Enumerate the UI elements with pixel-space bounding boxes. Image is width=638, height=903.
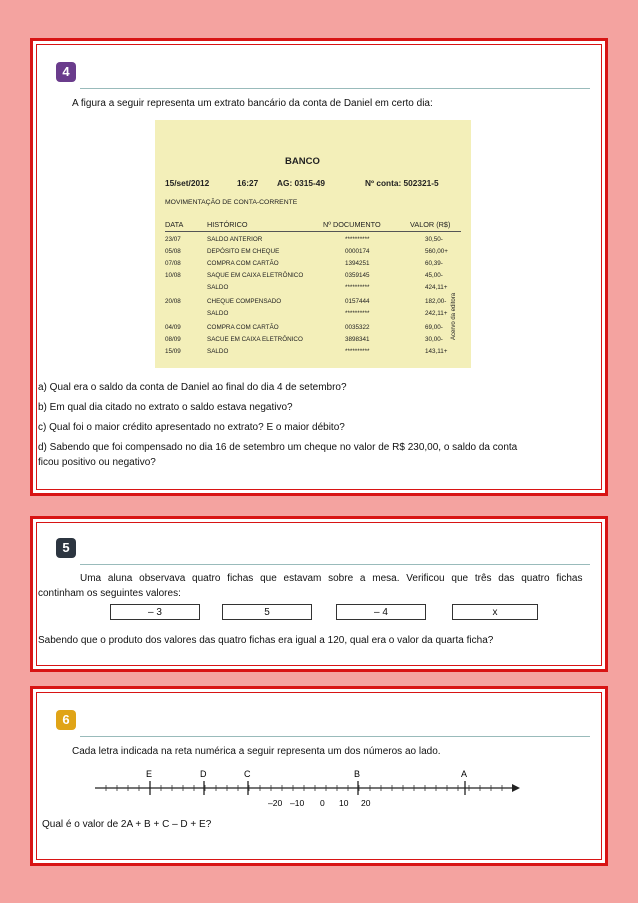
row-history: SALDO ANTERIOR <box>207 236 263 243</box>
row-value: 45,00- <box>425 272 443 279</box>
letter-b: B <box>354 769 361 779</box>
letter-e: E <box>146 769 153 779</box>
row-date: 20/08 <box>165 298 181 305</box>
question-6-rule <box>80 736 590 737</box>
letter-c: C <box>244 769 251 779</box>
row-doc: ********** <box>345 310 370 317</box>
bank-date: 15/set/2012 <box>165 178 210 188</box>
row-date: 23/07 <box>165 236 181 243</box>
tick-label-minus20: –20 <box>268 798 283 808</box>
bank-image-credit: Acervo da editora <box>451 292 457 340</box>
tick-label-0: 0 <box>320 798 325 808</box>
letter-d: D <box>200 769 207 779</box>
row-value: 424,11+ <box>425 284 448 291</box>
row-value: 30,50- <box>425 236 443 243</box>
question-4d: d) Sabendo que foi compensado no dia 16 de setembro um cheque no valor de R$ 230,00, o saldo da conta <box>38 442 518 453</box>
question-6-question: Qual é o valor de 2A + B + C – D + E? <box>42 819 212 830</box>
bank-account: Nº conta: 502321-5 <box>365 178 439 188</box>
row-value: 182,00- <box>425 298 447 305</box>
bank-subtitle: MOVIMENTAÇÃO DE CONTA-CORRENTE <box>165 199 298 206</box>
row-doc: 0000174 <box>345 248 370 255</box>
question-4c: c) Qual foi o maior crédito apresentado no extrato? E o maior débito? <box>38 422 345 433</box>
row-date: 15/09 <box>165 348 181 355</box>
bank-header-value: VALOR (R$) <box>410 220 451 229</box>
question-5-line1: Uma aluna observava quatro fichas que estavam sobre a mesa. Verificou que três das quatro fichas <box>80 573 583 584</box>
row-doc: 0157444 <box>345 298 370 305</box>
ficha-3: – 4 <box>336 604 426 620</box>
row-date: 04/09 <box>165 324 181 331</box>
tick-label-10: 10 <box>339 798 349 808</box>
row-history: SALDO <box>207 284 229 291</box>
row-date: 05/08 <box>165 248 181 255</box>
question-4-badge: 4 <box>56 62 76 82</box>
row-date: 08/09 <box>165 336 181 343</box>
question-6-badge: 6 <box>56 710 76 730</box>
bank-time: 16:27 <box>237 178 259 188</box>
question-5-line2: continham os seguintes valores: <box>38 588 181 599</box>
row-history: DEPÓSITO EM CHEQUE <box>207 248 280 255</box>
row-history: COMPRA COM CARTÃO <box>207 260 279 267</box>
row-doc: 0359145 <box>345 272 370 279</box>
arrow-right-icon <box>512 784 520 792</box>
row-doc: 3898341 <box>345 336 370 343</box>
ficha-4: x <box>452 604 538 620</box>
row-value: 242,11+ <box>425 310 448 317</box>
question-4a: a) Qual era o saldo da conta de Daniel ao final do dia 4 de setembro? <box>38 382 347 393</box>
bank-header-rule <box>165 231 461 232</box>
tick-label-20: 20 <box>361 798 371 808</box>
question-5-badge: 5 <box>56 538 76 558</box>
row-history: CHEQUE COMPENSADO <box>207 298 282 305</box>
bank-header-history: HISTÓRICO <box>207 220 248 229</box>
row-value: 60,39- <box>425 260 443 267</box>
question-4-intro: A figura a seguir representa um extrato bancário da conta de Daniel em certo dia: <box>72 98 433 109</box>
bank-statement-image <box>155 120 471 368</box>
row-value: 143,11+ <box>425 348 448 355</box>
ficha-1: – 3 <box>110 604 200 620</box>
row-doc: 0035322 <box>345 324 370 331</box>
row-history: SAQUE EM CAIXA ELETRÔNICO <box>207 272 304 279</box>
row-doc: ********** <box>345 236 370 243</box>
bank-title: BANCO <box>285 156 320 167</box>
question-4b: b) Em qual dia citado no extrato o saldo estava negativo? <box>38 402 293 413</box>
question-6-intro: Cada letra indicada na reta numérica a seguir representa um dos números ao lado. <box>72 746 441 757</box>
number-line <box>0 764 638 814</box>
tick-label-minus10: –10 <box>290 798 305 808</box>
row-doc: ********** <box>345 348 370 355</box>
row-history: SACUE EM CAIXA ELETRÔNICO <box>207 336 303 343</box>
row-history: SALDO <box>207 310 229 317</box>
row-history: SALDO <box>207 348 229 355</box>
row-date: 07/08 <box>165 260 181 267</box>
question-4-rule <box>80 88 590 89</box>
letter-a: A <box>461 769 468 779</box>
bank-agency: AG: 0315-49 <box>277 178 325 188</box>
question-4d-cont: ficou positivo ou negativo? <box>38 457 156 468</box>
question-5-rule <box>80 564 590 565</box>
row-history: COMPRA COM CARTÃO <box>207 324 279 331</box>
question-5-question: Sabendo que o produto dos valores das quatro fichas era igual a 120, qual era o valor da quarta ficha? <box>38 635 494 646</box>
bank-header-doc: Nº DOCUMENTO <box>323 220 381 229</box>
row-value: 560,00+ <box>425 248 448 255</box>
row-date: 10/08 <box>165 272 181 279</box>
row-doc: 1394251 <box>345 260 370 267</box>
ficha-2: 5 <box>222 604 312 620</box>
bank-header-date: DATA <box>165 220 184 229</box>
row-value: 69,00- <box>425 324 443 331</box>
row-value: 30,00- <box>425 336 443 343</box>
row-doc: ********** <box>345 284 370 291</box>
